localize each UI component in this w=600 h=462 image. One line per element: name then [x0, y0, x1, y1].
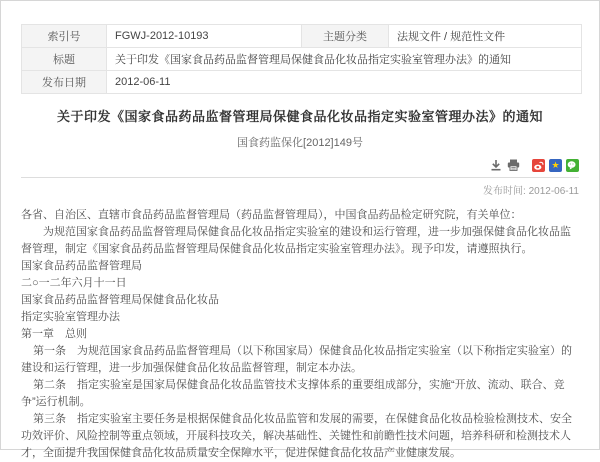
- attachment-title-line2: 指定实验室管理办法: [21, 311, 120, 323]
- index-number-label: 索引号: [22, 25, 107, 48]
- index-number-value: FGWJ-2012-10193: [107, 25, 302, 48]
- wechat-share-button[interactable]: [566, 159, 579, 172]
- article-1: 第一条 为规范国家食品药品监督管理局（以下称国家局）保健食品化妆品指定实验室（以下称指定实验室）的建设和运行管理，进一步加强保健食品化妆品监督管理，制定本办法。: [21, 345, 572, 374]
- document-info-table: [21, 24, 582, 94]
- table-row: [22, 71, 582, 94]
- chapter-heading: 第一章 总则: [21, 328, 87, 340]
- page-title: 关于印发《国家食品药品监督管理局保健食品化妆品指定实验室管理办法》的通知: [56, 109, 543, 124]
- attachment-title-line1: 国家食品药品监督管理局保健食品化妆品: [21, 294, 219, 306]
- weibo-share-button[interactable]: [532, 159, 545, 172]
- publish-date-value: 2012-06-11: [107, 71, 582, 94]
- article-3: 第三条 指定实验室主要任务是根据保健食品化妆品监管和发展的需要，在保健食品化妆品检验检测技术、安全功效评价、风险控制等重点领域，开展科技攻关，解决基础性、关键性和前瞻性技术问题，培养科研和检测技术人才，全面提升我国保健食品化妆品质量安全保障水平，促进保健食品化妆品产业健康发展。: [21, 413, 572, 459]
- print-button[interactable]: [506, 159, 520, 172]
- download-icon: [490, 159, 502, 171]
- print-icon: [507, 159, 520, 171]
- salutation-line: 各省、自治区、直辖市食品药品监督管理局（药品监督管理局），中国食品药品检定研究院，有关单位：: [21, 209, 522, 221]
- wechat-share-icon: [567, 160, 578, 171]
- weibo-share-icon: [533, 160, 544, 171]
- document-body: [21, 207, 579, 462]
- document-number: 国食药监保化[2012]149号: [237, 137, 363, 149]
- title-label: 标题: [22, 48, 107, 71]
- qzone-star-share-icon: ★: [551, 159, 560, 170]
- divider: [21, 177, 579, 178]
- table-row: [22, 48, 582, 71]
- download-button[interactable]: [489, 159, 503, 172]
- category-label: 主题分类: [302, 25, 389, 48]
- share-toolbar: [21, 158, 579, 172]
- category-value: 法规文件 / 规范性文件: [389, 25, 582, 48]
- signature-date: 二○一二年六月十一日: [21, 277, 127, 289]
- table-row: [22, 25, 582, 48]
- article-2: 第二条 指定实验室是国家局保健食品化妆品监管技术支撑体系的重要组成部分，实施“开放、流动、联合、竞争”运行机制。: [21, 379, 565, 408]
- qzone-share-button[interactable]: [549, 159, 562, 172]
- opening-paragraph: 为规范国家食品药品监督管理局保健食品化妆品指定实验室的建设和运行管理，进一步加强保健食品化妆品监督管理，制定《国家食品药品监督管理局保健食品化妆品指定实验室管理办法》。现予印发，请遵照执行。: [21, 226, 571, 255]
- publish-time: 发布时间: 2012-06-11: [483, 186, 579, 197]
- content-area: [1, 24, 599, 462]
- publish-date-label: 发布日期: [22, 71, 107, 94]
- signer-name: 国家食品药品监督管理局: [21, 260, 142, 272]
- title-value: 关于印发《国家食品药品监督管理局保健食品化妆品指定实验室管理办法》的通知: [107, 48, 582, 71]
